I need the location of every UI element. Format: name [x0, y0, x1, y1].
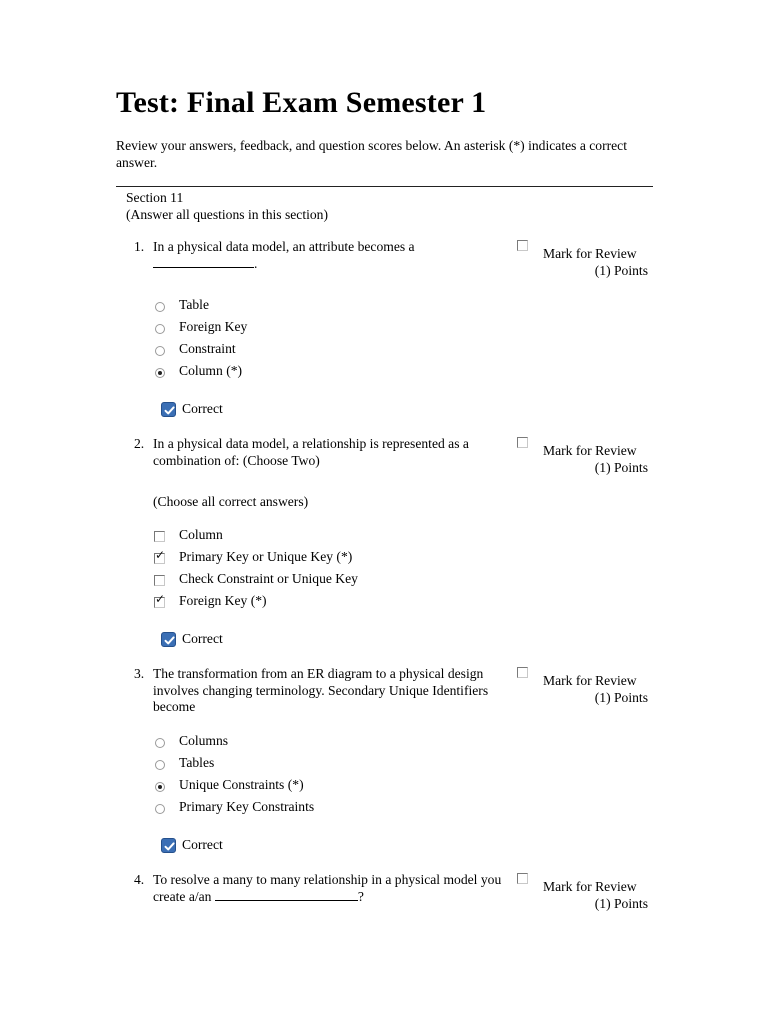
checkbox[interactable]	[154, 531, 165, 542]
question-points: (1) Points	[594, 263, 648, 278]
answer-blank	[215, 889, 358, 901]
checkmark-icon: ✓	[155, 548, 166, 562]
checkmark-icon: ✓	[155, 592, 166, 606]
checkbox[interactable]	[154, 575, 165, 586]
section-header	[126, 190, 328, 223]
check-badge-icon	[161, 402, 176, 417]
checkbox-checked[interactable]	[154, 592, 166, 608]
radio-button[interactable]	[155, 324, 165, 334]
option-label: Constraint	[179, 341, 236, 356]
checkbox-checked[interactable]	[154, 548, 166, 564]
radio-button[interactable]	[155, 760, 165, 770]
radio-button[interactable]	[155, 346, 165, 356]
feedback-label: Correct	[182, 401, 223, 416]
question-points: (1) Points	[594, 460, 648, 475]
answer-blank	[153, 256, 254, 268]
radio-button[interactable]	[155, 738, 165, 748]
choose-all-hint: (Choose all correct answers)	[153, 494, 309, 509]
mark-for-review-label: Mark for Review	[543, 673, 637, 688]
mark-for-review-checkbox[interactable]	[517, 873, 528, 884]
question-points: (1) Points	[594, 896, 648, 911]
page-title: Test: Final Exam Semester 1	[116, 86, 487, 119]
radio-button-selected[interactable]	[155, 368, 165, 378]
check-badge-icon	[161, 838, 176, 853]
section-instructions: (Answer all questions in this section)	[126, 206, 328, 222]
mark-for-review-label: Mark for Review	[543, 246, 637, 261]
check-badge-icon	[161, 632, 176, 647]
radio-button[interactable]	[155, 804, 165, 814]
option-label: Foreign Key	[179, 319, 248, 334]
divider	[116, 186, 653, 187]
question-text: In a physical data model, a relationship is represented as a combination of: (Choose Two)	[153, 436, 469, 468]
option-label: Tables	[179, 755, 215, 770]
mark-for-review-checkbox[interactable]	[517, 667, 528, 678]
option-label: Primary Key Constraints	[179, 799, 315, 814]
mark-for-review-label: Mark for Review	[543, 879, 637, 894]
question-number: 3.	[134, 666, 145, 681]
mark-for-review-label: Mark for Review	[543, 443, 637, 458]
mark-for-review-checkbox[interactable]	[517, 437, 528, 448]
radio-button-selected[interactable]	[155, 782, 165, 792]
option-label: Column	[179, 527, 223, 542]
option-label: Table	[179, 297, 209, 312]
question-text: To resolve a many to many relationship in a physical model you create a/an ?	[153, 872, 502, 904]
option-label: Foreign Key (*)	[179, 593, 267, 608]
question-text: In a physical data model, an attribute becomes a .	[153, 239, 415, 271]
option-label: Primary Key or Unique Key (*)	[179, 549, 353, 564]
page-intro: Review your answers, feedback, and question scores below. An asterisk (*) indicates a correct answer.	[116, 138, 627, 170]
option-label: Unique Constraints (*)	[179, 777, 304, 792]
section-name: Section 11	[126, 190, 184, 205]
feedback-label: Correct	[182, 837, 223, 852]
mark-for-review-checkbox[interactable]	[517, 240, 528, 251]
question-number: 2.	[134, 436, 145, 451]
question-number: 4.	[134, 872, 145, 887]
option-label: Check Constraint or Unique Key	[179, 571, 358, 586]
radio-button[interactable]	[155, 302, 165, 312]
question-text: The transformation from an ER diagram to a physical design involves changing terminology. Secondary Unique Identifiers become	[153, 666, 489, 714]
question-number: 1.	[134, 239, 145, 254]
option-label: Columns	[179, 733, 229, 748]
question-points: (1) Points	[594, 690, 648, 705]
feedback-label: Correct	[182, 631, 223, 646]
option-label: Column (*)	[179, 363, 243, 378]
